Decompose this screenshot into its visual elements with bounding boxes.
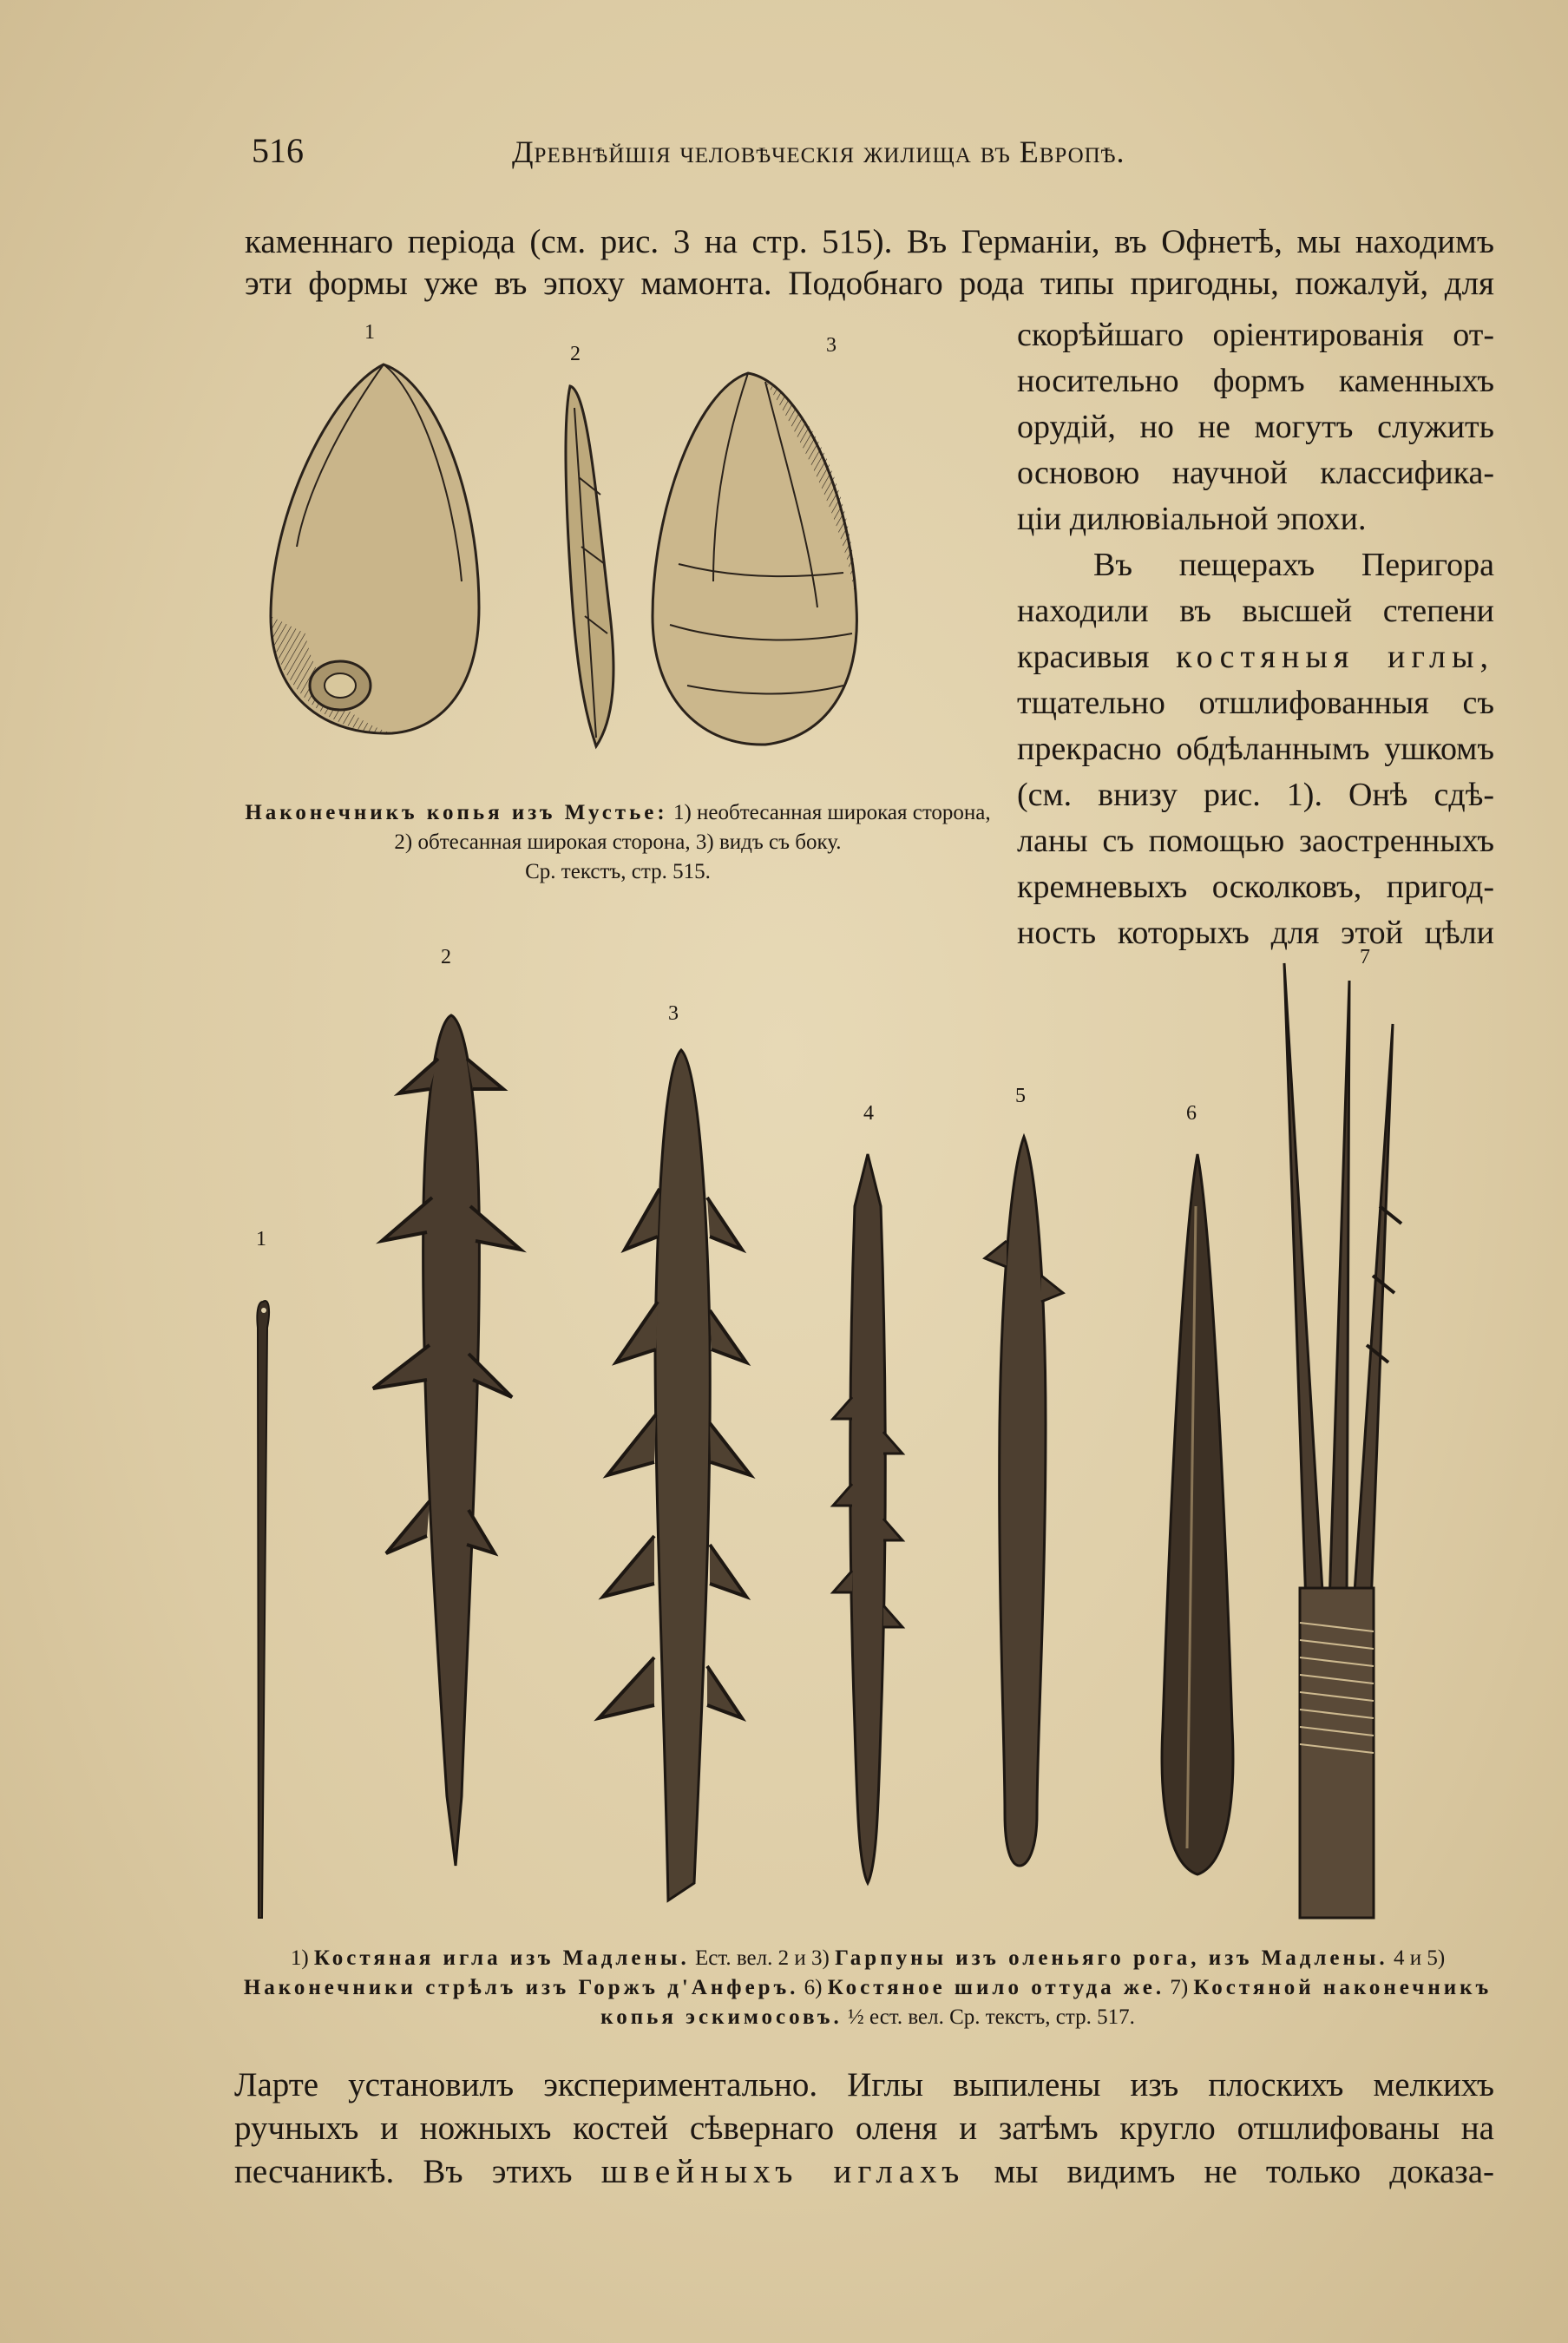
caption-text: Ест. вел. 2 и 3) [694,1946,830,1970]
text-line: ность которыхъ для этой цѣли [1017,915,1494,951]
spearhead-side-view [566,386,613,746]
text-line: тщательно отшлифованныя съ [1017,685,1494,721]
figure-label: 1 [256,1228,266,1250]
figure-bone-tools [234,946,1501,1926]
caption-text: 1) [290,1946,309,1970]
text-line: эти формы уже въ эпоху мамонта. Подобнаго рода типы пригодны, пожалуй, для [245,265,1494,302]
figure-label: 5 [1015,1085,1026,1107]
text-line: прекрасно обдѣланнымъ ушкомъ [1017,731,1494,767]
bottom-paragraph [234,2064,1494,2194]
running-title: Древнѣйшія человѣческія жилища въ Европѣ. [512,135,1125,169]
spearhead-flat-side [271,364,479,733]
text-line: скорѣйшаго оріентированія от- [1017,317,1494,353]
text-line: носительно формъ каменныхъ [1017,363,1494,399]
caption-text: 1) необтесанная широкая сторона, 2) обтесанная широкая сторона, 3) видъ съ боку. [394,801,991,854]
figure-label: 4 [863,1102,874,1125]
text-line [1017,634,1494,680]
text-fragment: мы видимъ не только доказа- [994,2153,1494,2190]
caption-text: ½ ест. вел. Ср. текстъ, стр. 517. [847,2005,1135,2029]
caption-lead: Наконечникъ копья изъ Мустье: [245,801,668,824]
harpoon-3 [599,1050,751,1900]
text-line: ціи дилювіальной эпохи. [1017,501,1367,537]
text-line: Въ пещерахъ Перигора [1093,547,1494,583]
figure-label: 1 [364,321,375,344]
caption-text: Наконечники стрѣлъ изъ Горжъ д'Анферъ. [243,1976,799,1999]
harpoon-2 [373,1015,521,1866]
caption-text: Гарпуны изъ оленьяго рога, изъ Мадлены. [835,1946,1388,1970]
text-fragment: красивыя [1017,639,1150,675]
spearhead-worked-side [653,373,856,745]
spearhead-engravings [245,321,991,790]
text-line: кремневыхъ осколковъ, пригод- [1017,869,1494,905]
caption-text: Костяной наконечникъ копья эскимосовъ. [600,1976,1493,2029]
caption-reference: Ср. текстъ, стр. 515. [525,860,711,883]
text-line: ланы съ помощью заостренныхъ [1017,823,1494,859]
text-line: орудій, но не могутъ служить [1017,409,1494,445]
caption-text: Костяная игла изъ Мадлены. [313,1946,690,1970]
eskimo-spear-head [1284,963,1401,1918]
caption-text: 7) [1170,1976,1189,1999]
figure-label: 2 [441,946,451,968]
emphasized-text: швейныхъ иглахъ [600,2153,966,2190]
caption-text: 6) [804,1976,823,1999]
bone-needle [257,1301,269,1918]
side-column-text [1017,312,1494,956]
bone-tools-engravings [234,946,1501,1926]
emphasized-text: костяныя иглы, [1176,639,1494,675]
page-header [252,130,1447,174]
text-line: каменнаго періода (см. рис. 3 на стр. 515). Въ Германіи, въ Офнетѣ, мы находимъ [245,223,1494,260]
arrow-head-5 [985,1137,1063,1866]
figure-label: 3 [668,1002,679,1025]
text-fragment: песчаникѣ. Въ этихъ [234,2153,573,2190]
text-line [234,2150,1494,2194]
figure-label: 6 [1186,1102,1197,1125]
text-line: Ларте установилъ экспериментально. Иглы выпилены изъ плоскихъ мелкихъ [234,2066,1494,2103]
caption-text: 4 и 5) [1393,1946,1446,1970]
bone-awl [1162,1154,1233,1874]
top-paragraph [245,221,1494,305]
arrow-head-4 [833,1154,902,1883]
text-line: основою научной классифика- [1017,455,1494,491]
figure-label: 7 [1360,946,1370,968]
figure-spearheads [245,321,991,790]
figure-label: 3 [826,334,836,357]
text-line: находили въ высшей степени [1017,593,1494,629]
page-number: 516 [252,131,304,170]
text-line: (см. внизу рис. 1). Онѣ сдѣ- [1017,777,1494,813]
text-line: ручныхъ и ножныхъ костей сѣвернаго оленя и затѣмъ кругло отшлифованы на [234,2110,1494,2147]
figure1-caption [245,798,991,887]
figure2-caption [234,1944,1501,2032]
figure-label: 2 [570,343,581,365]
caption-text: Костяное шило оттуда же. [827,1976,1165,1999]
